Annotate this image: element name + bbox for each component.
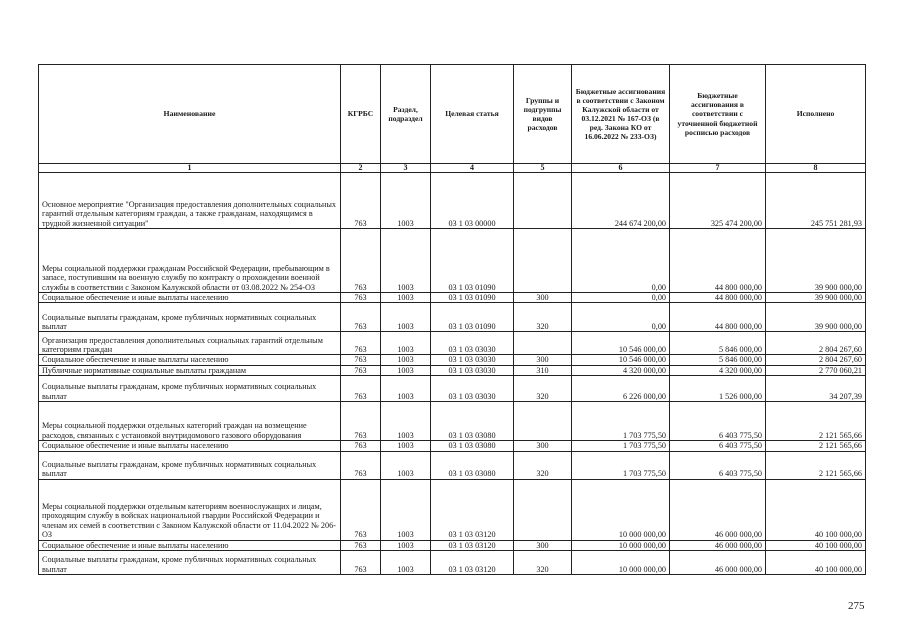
row-group: 320 (514, 451, 572, 479)
row-target: 03 1 03 03080 (431, 451, 514, 479)
budget-table (38, 64, 866, 575)
row-refined-amount: 4 320 000,00 (670, 365, 766, 375)
row-kgrbs: 763 (341, 540, 381, 550)
row-refined-amount: 5 846 000,00 (670, 355, 766, 365)
row-group (514, 332, 572, 355)
row-refined-amount: 46 000 000,00 (670, 479, 766, 540)
row-group (514, 229, 572, 293)
row-refined-amount: 44 800 000,00 (670, 229, 766, 293)
row-target: 03 1 03 03120 (431, 479, 514, 540)
row-law-amount: 10 546 000,00 (572, 332, 670, 355)
row-section: 1003 (381, 355, 431, 365)
row-section: 1003 (381, 402, 431, 441)
row-section: 1003 (381, 540, 431, 550)
row-target: 03 1 03 01090 (431, 303, 514, 332)
row-section: 1003 (381, 173, 431, 229)
table-row (39, 355, 866, 365)
row-name: Организация предоставления дополнительных социальных гарантий отдельным категориям граждан (39, 332, 341, 355)
row-target: 03 1 03 03120 (431, 540, 514, 550)
column-number: 1 (39, 164, 341, 173)
row-name: Публичные нормативные социальные выплаты гражданам (39, 365, 341, 375)
row-target: 03 1 03 03030 (431, 355, 514, 365)
row-target: 03 1 03 01090 (431, 293, 514, 303)
row-name: Меры социальной поддержки отдельных категорий граждан на возмещение расходов, связанных с установкой внутридомового газового оборудования (39, 402, 341, 441)
row-section: 1003 (381, 441, 431, 451)
row-target: 03 1 03 00000 (431, 173, 514, 229)
row-law-amount: 10 000 000,00 (572, 551, 670, 575)
row-section: 1003 (381, 451, 431, 479)
row-executed-amount: 39 900 000,00 (766, 229, 866, 293)
row-law-amount: 0,00 (572, 293, 670, 303)
row-law-amount: 244 674 200,00 (572, 173, 670, 229)
row-kgrbs: 763 (341, 293, 381, 303)
row-refined-amount: 5 846 000,00 (670, 332, 766, 355)
row-refined-amount: 46 000 000,00 (670, 551, 766, 575)
column-number: 3 (381, 164, 431, 173)
row-law-amount: 6 226 000,00 (572, 376, 670, 402)
row-name: Социальное обеспечение и иные выплаты населению (39, 540, 341, 550)
row-refined-amount: 6 403 775,50 (670, 402, 766, 441)
row-refined-amount: 6 403 775,50 (670, 441, 766, 451)
table-row (39, 229, 866, 293)
table-row (39, 173, 866, 229)
row-name: Социальные выплаты гражданам, кроме публичных нормативных социальных выплат (39, 451, 341, 479)
column-number: 8 (766, 164, 866, 173)
row-group: 310 (514, 365, 572, 375)
row-target: 03 1 03 01090 (431, 229, 514, 293)
row-name: Социальные выплаты гражданам, кроме публичных нормативных социальных выплат (39, 376, 341, 402)
row-refined-amount: 46 000 000,00 (670, 540, 766, 550)
row-section: 1003 (381, 293, 431, 303)
table-row (39, 540, 866, 550)
row-section: 1003 (381, 229, 431, 293)
row-group: 300 (514, 441, 572, 451)
row-kgrbs: 763 (341, 551, 381, 575)
table-row (39, 303, 866, 332)
row-name: Основное мероприятие "Организация предоставления дополнительных социальных гарантий отдельным категориям граждан, а также гражданам, находящимся в трудной жизненной ситуации" (39, 173, 341, 229)
table-row (39, 376, 866, 402)
row-kgrbs: 763 (341, 441, 381, 451)
row-section: 1003 (381, 479, 431, 540)
row-refined-amount: 1 526 000,00 (670, 376, 766, 402)
row-executed-amount: 2 804 267,60 (766, 332, 866, 355)
row-executed-amount: 245 751 281,93 (766, 173, 866, 229)
row-kgrbs: 763 (341, 229, 381, 293)
row-kgrbs: 763 (341, 402, 381, 441)
table-row (39, 293, 866, 303)
row-target: 03 1 03 03080 (431, 441, 514, 451)
table-row (39, 441, 866, 451)
row-executed-amount: 2 804 267,60 (766, 355, 866, 365)
row-section: 1003 (381, 303, 431, 332)
column-number: 4 (431, 164, 514, 173)
row-group (514, 402, 572, 441)
row-executed-amount: 39 900 000,00 (766, 303, 866, 332)
row-executed-amount: 40 100 000,00 (766, 540, 866, 550)
row-section: 1003 (381, 332, 431, 355)
row-section: 1003 (381, 365, 431, 375)
column-number: 2 (341, 164, 381, 173)
row-kgrbs: 763 (341, 355, 381, 365)
row-target: 03 1 03 03030 (431, 376, 514, 402)
row-executed-amount: 2 121 565,66 (766, 402, 866, 441)
row-group (514, 479, 572, 540)
row-name: Социальные выплаты гражданам, кроме публичных нормативных социальных выплат (39, 303, 341, 332)
row-refined-amount: 6 403 775,50 (670, 451, 766, 479)
table-row (39, 332, 866, 355)
row-law-amount: 0,00 (572, 303, 670, 332)
column-number-row (39, 164, 866, 173)
row-group: 300 (514, 355, 572, 365)
row-group: 300 (514, 540, 572, 550)
row-kgrbs: 763 (341, 332, 381, 355)
table-row (39, 402, 866, 441)
row-section: 1003 (381, 376, 431, 402)
header-section: Раздел, подраздел (381, 65, 431, 164)
header-groups: Группы и подгруппы видов расходов (514, 65, 572, 164)
row-name: Социальное обеспечение и иные выплаты населению (39, 441, 341, 451)
row-executed-amount: 40 100 000,00 (766, 551, 866, 575)
row-kgrbs: 763 (341, 479, 381, 540)
row-executed-amount: 34 207,39 (766, 376, 866, 402)
row-name: Меры социальной поддержки гражданам Российской Федерации, пребывающим в запасе, поступившим на военную службу по контракту о прохождении военной службы в соответствии с Законом Калужской области от 03.08.2022 № 254-ОЗ (39, 229, 341, 293)
header-law-allocations: Бюджетные ассигнования в соответствии с Законом Калужской области от 03.12.2021 № 167-ОЗ (в ред. Закона КО от 16.06.2022 № 233-ОЗ) (572, 65, 670, 164)
row-law-amount: 10 000 000,00 (572, 479, 670, 540)
row-law-amount: 10 000 000,00 (572, 540, 670, 550)
row-target: 03 1 03 03080 (431, 402, 514, 441)
row-group: 320 (514, 303, 572, 332)
header-kgrbs: КГРБС (341, 65, 381, 164)
column-number: 5 (514, 164, 572, 173)
table-row (39, 479, 866, 540)
header-executed: Исполнено (766, 65, 866, 164)
row-name: Социальное обеспечение и иные выплаты населению (39, 293, 341, 303)
row-target: 03 1 03 03120 (431, 551, 514, 575)
row-executed-amount: 40 100 000,00 (766, 479, 866, 540)
header-refined-allocations: Бюджетные ассигнования в соответствии с уточненной бюджетной росписью расходов (670, 65, 766, 164)
row-law-amount: 4 320 000,00 (572, 365, 670, 375)
header-name: Наименование (39, 65, 341, 164)
row-executed-amount: 39 900 000,00 (766, 293, 866, 303)
row-group: 320 (514, 376, 572, 402)
row-law-amount: 1 703 775,50 (572, 441, 670, 451)
column-number: 6 (572, 164, 670, 173)
row-kgrbs: 763 (341, 451, 381, 479)
table-row (39, 551, 866, 575)
header-target: Целевая статья (431, 65, 514, 164)
column-number: 7 (670, 164, 766, 173)
row-group: 320 (514, 551, 572, 575)
row-refined-amount: 44 800 000,00 (670, 303, 766, 332)
row-executed-amount: 2 770 060,21 (766, 365, 866, 375)
row-name: Социальное обеспечение и иные выплаты населению (39, 355, 341, 365)
table-row (39, 451, 866, 479)
row-kgrbs: 763 (341, 376, 381, 402)
table-row (39, 365, 866, 375)
row-executed-amount: 2 121 565,66 (766, 451, 866, 479)
table-body (39, 173, 866, 575)
row-kgrbs: 763 (341, 173, 381, 229)
row-section: 1003 (381, 551, 431, 575)
row-target: 03 1 03 03030 (431, 365, 514, 375)
row-refined-amount: 325 474 200,00 (670, 173, 766, 229)
row-name: Социальные выплаты гражданам, кроме публичных нормативных социальных выплат (39, 551, 341, 575)
table-header-row (39, 65, 866, 164)
row-law-amount: 1 703 775,50 (572, 451, 670, 479)
row-law-amount: 0,00 (572, 229, 670, 293)
row-kgrbs: 763 (341, 365, 381, 375)
row-executed-amount: 2 121 565,66 (766, 441, 866, 451)
row-law-amount: 10 546 000,00 (572, 355, 670, 365)
row-refined-amount: 44 800 000,00 (670, 293, 766, 303)
row-group: 300 (514, 293, 572, 303)
row-law-amount: 1 703 775,50 (572, 402, 670, 441)
row-group (514, 173, 572, 229)
row-name: Меры социальной поддержки отдельным категориям военнослужащих и лицам, проходящим службу в войсках национальной гвардии Российской Федерации и членам их семей в соответствии с Законом Калужской области от 11.04.2022 № 206-ОЗ (39, 479, 341, 540)
row-kgrbs: 763 (341, 303, 381, 332)
row-target: 03 1 03 03030 (431, 332, 514, 355)
page-number: 275 (848, 600, 865, 612)
